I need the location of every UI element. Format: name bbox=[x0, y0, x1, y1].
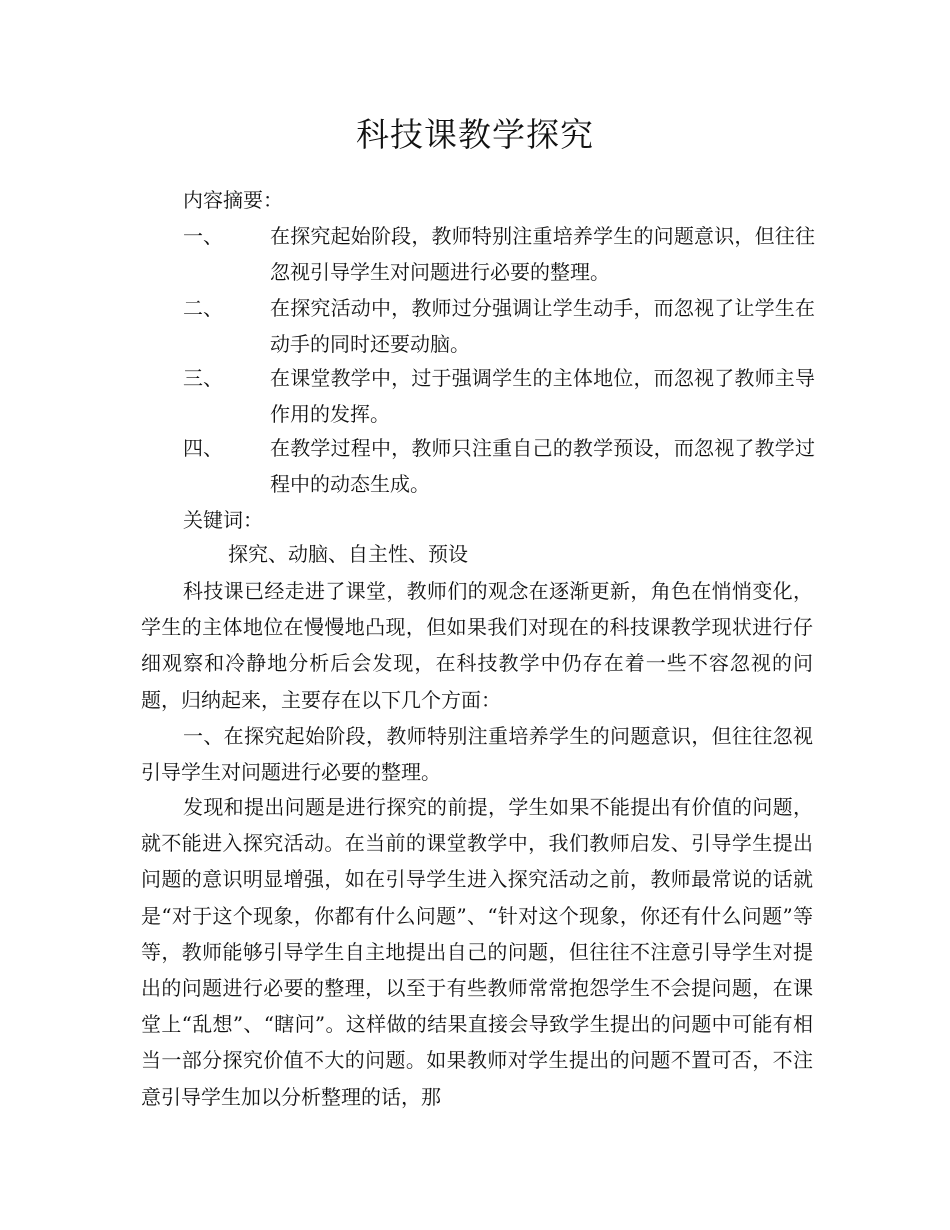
abstract-item-text: 在课堂教学中，过于强调学生的主体地位，而忽视了教师主导作用的发挥。 bbox=[270, 366, 815, 426]
body-paragraph: 一、在探究起始阶段，教师特别注重培养学生的问题意识，但往往忽视引导学生对问题进行必要的整理。 bbox=[141, 724, 813, 785]
abstract-item-text: 在教学过程中，教师只注重自己的教学预设，而忽视了教学过程中的动态生成。 bbox=[270, 436, 815, 496]
document-title: 科技课教学探究 bbox=[356, 115, 594, 154]
body-paragraph: 科技课已经走进了课堂，教师们的观念在逐渐更新，角色在悄悄变化，学生的主体地位在慢慢地凸现，但如果我们对现在的科技课教学现状进行仔细观察和冷静地分析后会发现，在科技教学中仍存在着一些不容忽视的问题，归纳起来，主要存在以下几个方面： bbox=[141, 579, 813, 712]
abstract-item-text: 在探究起始阶段，教师特别注重培养学生的问题意识，但往往忽视引导学生对问题进行必要的整理。 bbox=[270, 224, 815, 284]
keywords-text: 探究、动脑、自主性、预设 bbox=[228, 542, 468, 566]
abstract-label: 内容摘要： bbox=[183, 188, 283, 212]
keywords-label: 关键词： bbox=[183, 508, 263, 532]
abstract-item-number: 三、 bbox=[183, 366, 223, 390]
abstract-item-number: 四、 bbox=[183, 436, 223, 460]
body-paragraph: 发现和提出问题是进行探究的前提，学生如果不能提出有价值的问题，就不能进入探究活动。在当前的课堂教学中，我们教师启发、引导学生提出问题的意识明显增强，如在引导学生进入探究活动之前，教师最常说的话就是“对于这个现象，你都有什么问题”、“针对这个现象，你还有什么问题”等等，教师能够引导学生自主地提出自己的问题，但往往不注意引导学生对提出的问题进行必要的整理，以至于有些教师常常抱怨学生不会提问题，在课堂上“乱想”、“瞎问”。这样做的结果直接会导致学生提出的问题中可能有相当一部分探究价值不大的问题。如果教师对学生提出的问题不置可否，不注意引导学生加以分析整理的话，那 bbox=[141, 795, 813, 1109]
abstract-item-number: 二、 bbox=[183, 296, 223, 320]
abstract-item-number: 一、 bbox=[183, 224, 223, 248]
abstract-item-text: 在探究活动中，教师过分强调让学生动手，而忽视了让学生在动手的同时还要动脑。 bbox=[270, 296, 815, 356]
